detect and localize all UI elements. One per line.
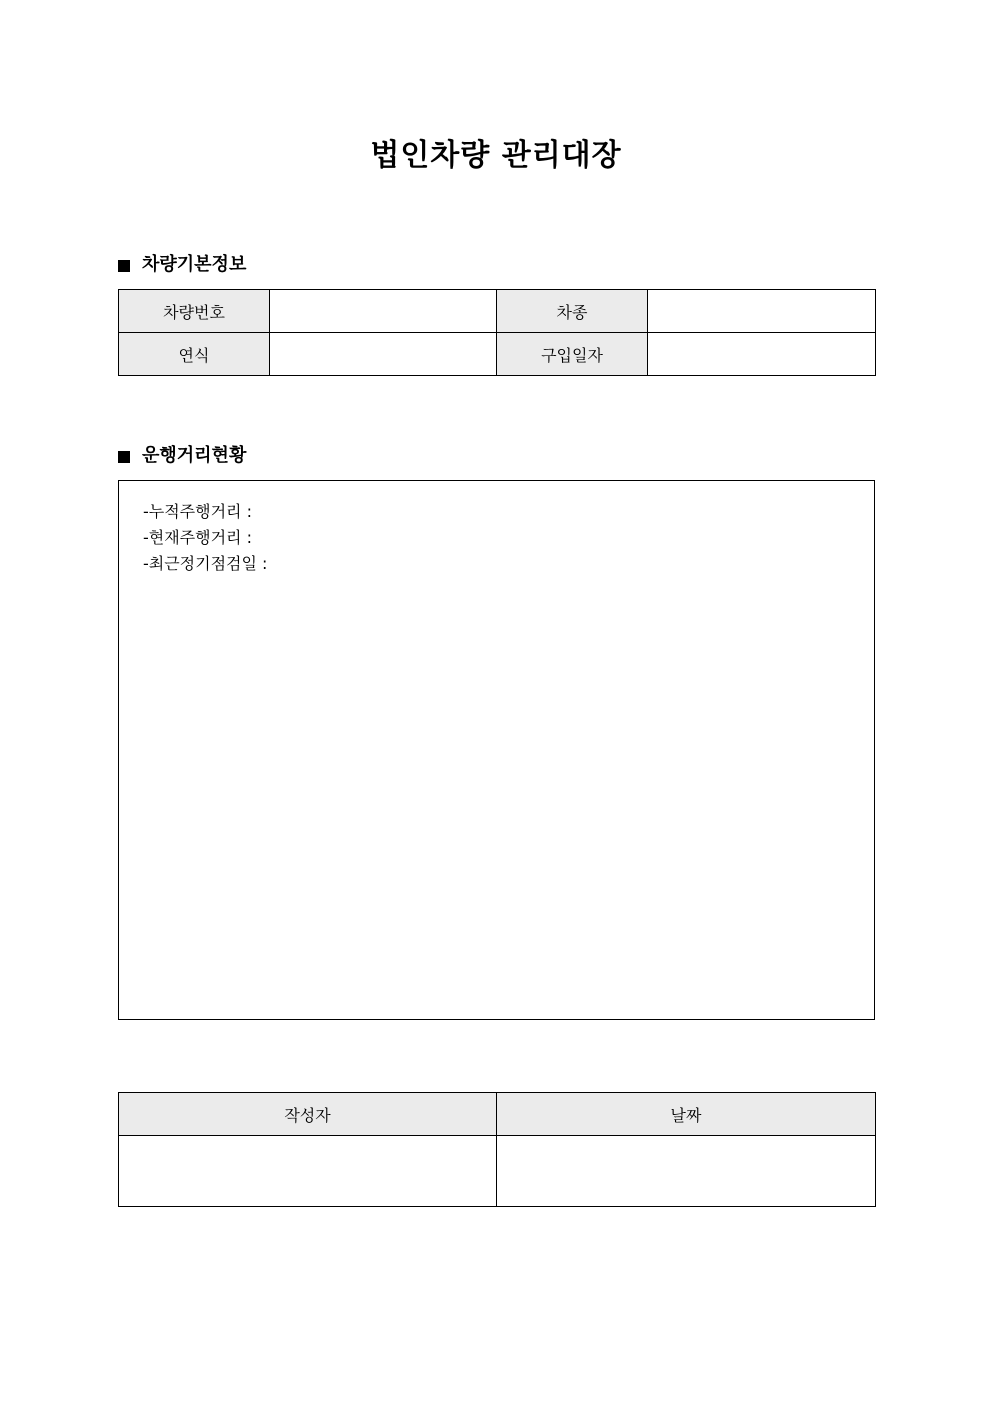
table-row bbox=[119, 290, 876, 333]
purchase-date-label: 구입일자 bbox=[497, 333, 648, 376]
author-label: 작성자 bbox=[119, 1093, 497, 1136]
model-year-field[interactable] bbox=[270, 333, 497, 376]
table-row bbox=[119, 1136, 876, 1207]
vehicle-number-field[interactable] bbox=[270, 290, 497, 333]
document-title: 법인차량 관리대장 bbox=[370, 138, 622, 173]
vehicle-type-label: 차종 bbox=[497, 290, 648, 333]
square-bullet-icon bbox=[118, 451, 130, 463]
table-row bbox=[119, 333, 876, 376]
vehicle-info-heading-text: 차량기본정보 bbox=[142, 254, 247, 275]
mileage-box[interactable] bbox=[118, 480, 875, 1020]
vehicle-info-table bbox=[118, 289, 876, 376]
table-row bbox=[119, 1093, 876, 1136]
purchase-date-field[interactable] bbox=[648, 333, 876, 376]
mileage-heading bbox=[118, 444, 246, 468]
author-field[interactable] bbox=[119, 1136, 497, 1207]
square-bullet-icon bbox=[118, 260, 130, 272]
model-year-label: 연식 bbox=[119, 333, 270, 376]
vehicle-info-heading bbox=[118, 253, 246, 277]
vehicle-type-field[interactable] bbox=[648, 290, 876, 333]
current-mileage-line: -현재주행거리 : bbox=[143, 528, 252, 547]
signature-table bbox=[118, 1092, 876, 1207]
mileage-list bbox=[119, 481, 874, 577]
total-mileage-line: -누적주행거리 : bbox=[143, 502, 252, 521]
date-field[interactable] bbox=[497, 1136, 876, 1207]
last-inspection-line: -최근정기점검일 : bbox=[143, 554, 268, 573]
vehicle-number-label: 차량번호 bbox=[119, 290, 270, 333]
mileage-heading-text: 운행거리현황 bbox=[142, 445, 247, 466]
date-label: 날짜 bbox=[497, 1093, 876, 1136]
